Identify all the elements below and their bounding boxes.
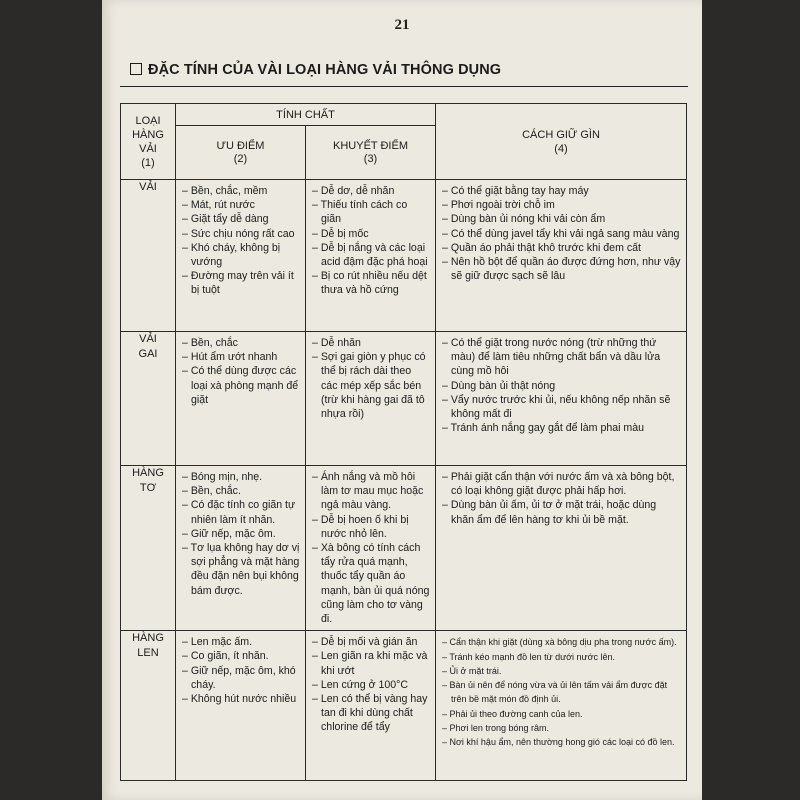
list-item: – Mát, rút nước bbox=[182, 199, 255, 212]
checkbox-square-icon bbox=[130, 63, 142, 75]
col-fabric-type-header bbox=[121, 104, 176, 180]
advantages-cell bbox=[176, 332, 306, 466]
advantages-cell bbox=[176, 466, 306, 631]
list-item: – Có thể dùng được các loại xà phòng mạnh để giặt bbox=[182, 365, 299, 406]
list-item: – Tránh kéo mạnh đồ len từ dưới nước lên. bbox=[442, 651, 615, 662]
fabric-name-line: HÀNG bbox=[132, 632, 164, 645]
list-item: – Xà bông có tính cách tẩy rửa quá mạnh, thuốc tẩy quần áo mạnh, bàn ủi quá nóng cũng làm cho tơ vàng đi. bbox=[312, 542, 430, 626]
table-row bbox=[121, 466, 687, 631]
list-item: – Bền, chắc bbox=[182, 337, 238, 349]
list-item: – Dễ bị mối và gián ăn bbox=[312, 636, 418, 649]
fabric-name-line: VẢI bbox=[139, 333, 157, 345]
list-item: – Co giãn, ít nhăn. bbox=[182, 650, 269, 663]
list-item: – Dùng bàn ủi nóng khi vải còn ẩm bbox=[442, 213, 606, 226]
list-item: – Không hút nước nhiều bbox=[182, 693, 297, 706]
list-item: – Có thể giặt bằng tay hay máy bbox=[442, 185, 589, 197]
list-item: – Bền, chắc. bbox=[182, 485, 241, 498]
list-item: – Dễ nhăn bbox=[312, 337, 361, 349]
list-item: – Dễ bị hoen ố khi bị nước nhỏ lên. bbox=[312, 513, 409, 540]
care-cell bbox=[436, 180, 687, 332]
care-header bbox=[436, 104, 687, 180]
page-number: 21 bbox=[394, 17, 410, 33]
list-item: – Đường may trên vải ít bị tuột bbox=[182, 270, 294, 297]
list-item: – Len có thể bị vàng hay tan đi khi dùng chất chlorine để tẩy bbox=[312, 693, 428, 734]
list-item: – Dễ dơ, dễ nhăn bbox=[312, 185, 395, 197]
disadvantages-cell bbox=[306, 631, 436, 781]
list-item: – Tránh ánh nắng gay gắt để làm phai màu bbox=[442, 422, 645, 435]
list-item: – Phải giặt cẩn thận với nước ấm và xà bông bột, có loại không giặt được phải hấp hơi. bbox=[442, 471, 675, 498]
col-fabric-type-line-3: VẢI bbox=[139, 142, 157, 155]
col-fabric-type-line-1: LOẠI bbox=[135, 114, 161, 127]
list-item: – Giữ nếp, mặc ôm. bbox=[182, 527, 276, 540]
fabric-name-cell bbox=[121, 180, 176, 332]
list-item: – Ánh nắng và mồ hôi làm tơ mau mục hoặc ngả màu vàng. bbox=[312, 471, 424, 512]
list-item: – Có đặc tính co giãn tự nhiên làm ít nhăn. bbox=[182, 499, 296, 526]
list-item: – Tơ lụa không hay dơ vị sợi phẳng và mặt hàng đều đặn nên bụi không bám được. bbox=[182, 542, 300, 597]
advantages-header-number: (2) bbox=[233, 152, 248, 165]
list-item: – Có thể giặt trong nước nóng (trừ những thứ màu) để làm tiêu những chất bẩn và dầu lửa cùng mồ hôi bbox=[442, 337, 661, 378]
disadvantages-header-number: (3) bbox=[363, 152, 378, 165]
col-fabric-type-line-4: (1) bbox=[141, 156, 155, 169]
fabric-name-cell bbox=[121, 631, 176, 781]
care-cell bbox=[436, 631, 687, 781]
disadvantages-cell bbox=[306, 466, 436, 631]
disadvantages-header bbox=[306, 126, 436, 180]
list-item: – Hút ẩm ướt nhanh bbox=[182, 351, 278, 364]
list-item: – Bền, chắc, mềm bbox=[182, 185, 268, 197]
list-item: – Dễ bị nắng và các loại acid đậm đặc phá hoại bbox=[312, 241, 428, 269]
list-item: – Cẩn thận khi giặt (dùng xà bông dịu pha trong nước ấm). bbox=[442, 637, 677, 648]
advantages-header-label: ƯU ĐIỂM bbox=[216, 139, 265, 152]
fabric-name-cell bbox=[121, 332, 176, 466]
list-item: – Bàn ủi nên để nóng vừa và ủi lên tấm vải ẩm được đặt trên bề mặt món đồ định ủi. bbox=[442, 680, 668, 705]
fabric-name-line: GAI bbox=[138, 348, 158, 360]
list-item: – Bóng mịn, nhẹ. bbox=[182, 471, 263, 483]
fabric-name-line: VẢI bbox=[139, 181, 157, 193]
list-item: – Phơi len trong bóng râm. bbox=[442, 723, 549, 734]
list-item: – Thiếu tính cách co giãn bbox=[312, 199, 408, 226]
fabric-name-line: TƠ bbox=[139, 482, 157, 494]
list-item: – Giữ nếp, mặc ôm, khó cháy. bbox=[182, 664, 296, 691]
list-item: – Giặt tẩy dễ dàng bbox=[182, 213, 269, 226]
disadvantages-cell bbox=[306, 180, 436, 332]
list-item: – Sức chịu nóng rất cao bbox=[182, 227, 295, 240]
section-heading-text: ĐẶC TÍNH CỦA VÀI LOẠI HÀNG VẢI THÔNG DỤNG bbox=[148, 62, 502, 78]
list-item: – Quần áo phải thật khô trước khi đem cất bbox=[442, 241, 641, 254]
list-item: – Phơi ngoài trời chỗ im bbox=[442, 199, 555, 212]
table-row bbox=[121, 332, 687, 466]
list-item: – Phải ủi theo đường canh của len. bbox=[442, 708, 583, 719]
heading-rule bbox=[120, 86, 688, 87]
advantages-cell bbox=[176, 180, 306, 332]
col-fabric-type-line-2: HÀNG bbox=[132, 128, 164, 141]
table-row bbox=[121, 631, 687, 781]
list-item: – Dùng bàn ủi ấm, ủi tơ ở mặt trái, hoặc dùng khăn ẩm để lên hàng tơ khi ủi bề mặt. bbox=[442, 499, 657, 526]
list-item: – Ủi ở mặt trái. bbox=[442, 665, 502, 676]
care-cell bbox=[436, 332, 687, 466]
list-item: – Len cứng ở 100°C bbox=[312, 678, 409, 691]
list-item: – Khó cháy, không bị vướng bbox=[182, 241, 281, 269]
list-item: – Len mặc ấm. bbox=[182, 636, 253, 649]
properties-header: TÍNH CHẤT bbox=[176, 104, 436, 126]
table-row bbox=[121, 180, 687, 332]
list-item: – Vẩy nước trước khi ủi, nếu không nếp nhăn sẽ không mất đi bbox=[442, 393, 671, 421]
section-heading bbox=[130, 62, 501, 78]
care-cell bbox=[436, 466, 687, 631]
list-item: – Dễ bị mốc bbox=[312, 227, 369, 240]
fabric-name-line: HÀNG bbox=[132, 467, 164, 479]
list-item: – Dùng bàn ủi thật nóng bbox=[442, 379, 556, 392]
advantages-cell bbox=[176, 631, 306, 781]
advantages-header bbox=[176, 126, 306, 180]
fabric-name-line: LEN bbox=[137, 647, 159, 660]
fabric-properties-table bbox=[120, 103, 687, 781]
list-item: – Nơi khí hậu ẩm, nên thường hong gió các loại có đồ len. bbox=[442, 737, 675, 748]
list-item: – Nên hồ bột để quần áo được đứng hơn, như vậy sẽ giữ được sạch sẽ lâu bbox=[442, 256, 681, 283]
list-item: – Bị co rút nhiều nếu dệt thưa và hồ cứng bbox=[312, 270, 427, 297]
disadvantages-cell bbox=[306, 332, 436, 466]
list-item: – Len giãn ra khi mặc và khi ướt bbox=[312, 650, 428, 677]
book-page bbox=[102, 0, 702, 800]
care-header-number: (4) bbox=[554, 142, 568, 155]
fabric-name-cell bbox=[121, 466, 176, 631]
list-item: – Sợi gai giòn y phục có thể bị rách dài theo các mép xếp sắc bén (trừ khi hàng gai đã tô nhựa rồi) bbox=[312, 351, 426, 421]
list-item: – Có thể dùng javel tẩy khi vải ngả sang màu vàng bbox=[442, 227, 680, 240]
disadvantages-header-label: KHUYẾT ĐIỂM bbox=[333, 139, 408, 152]
care-header-label: CÁCH GIỮ GÌN bbox=[522, 128, 600, 141]
